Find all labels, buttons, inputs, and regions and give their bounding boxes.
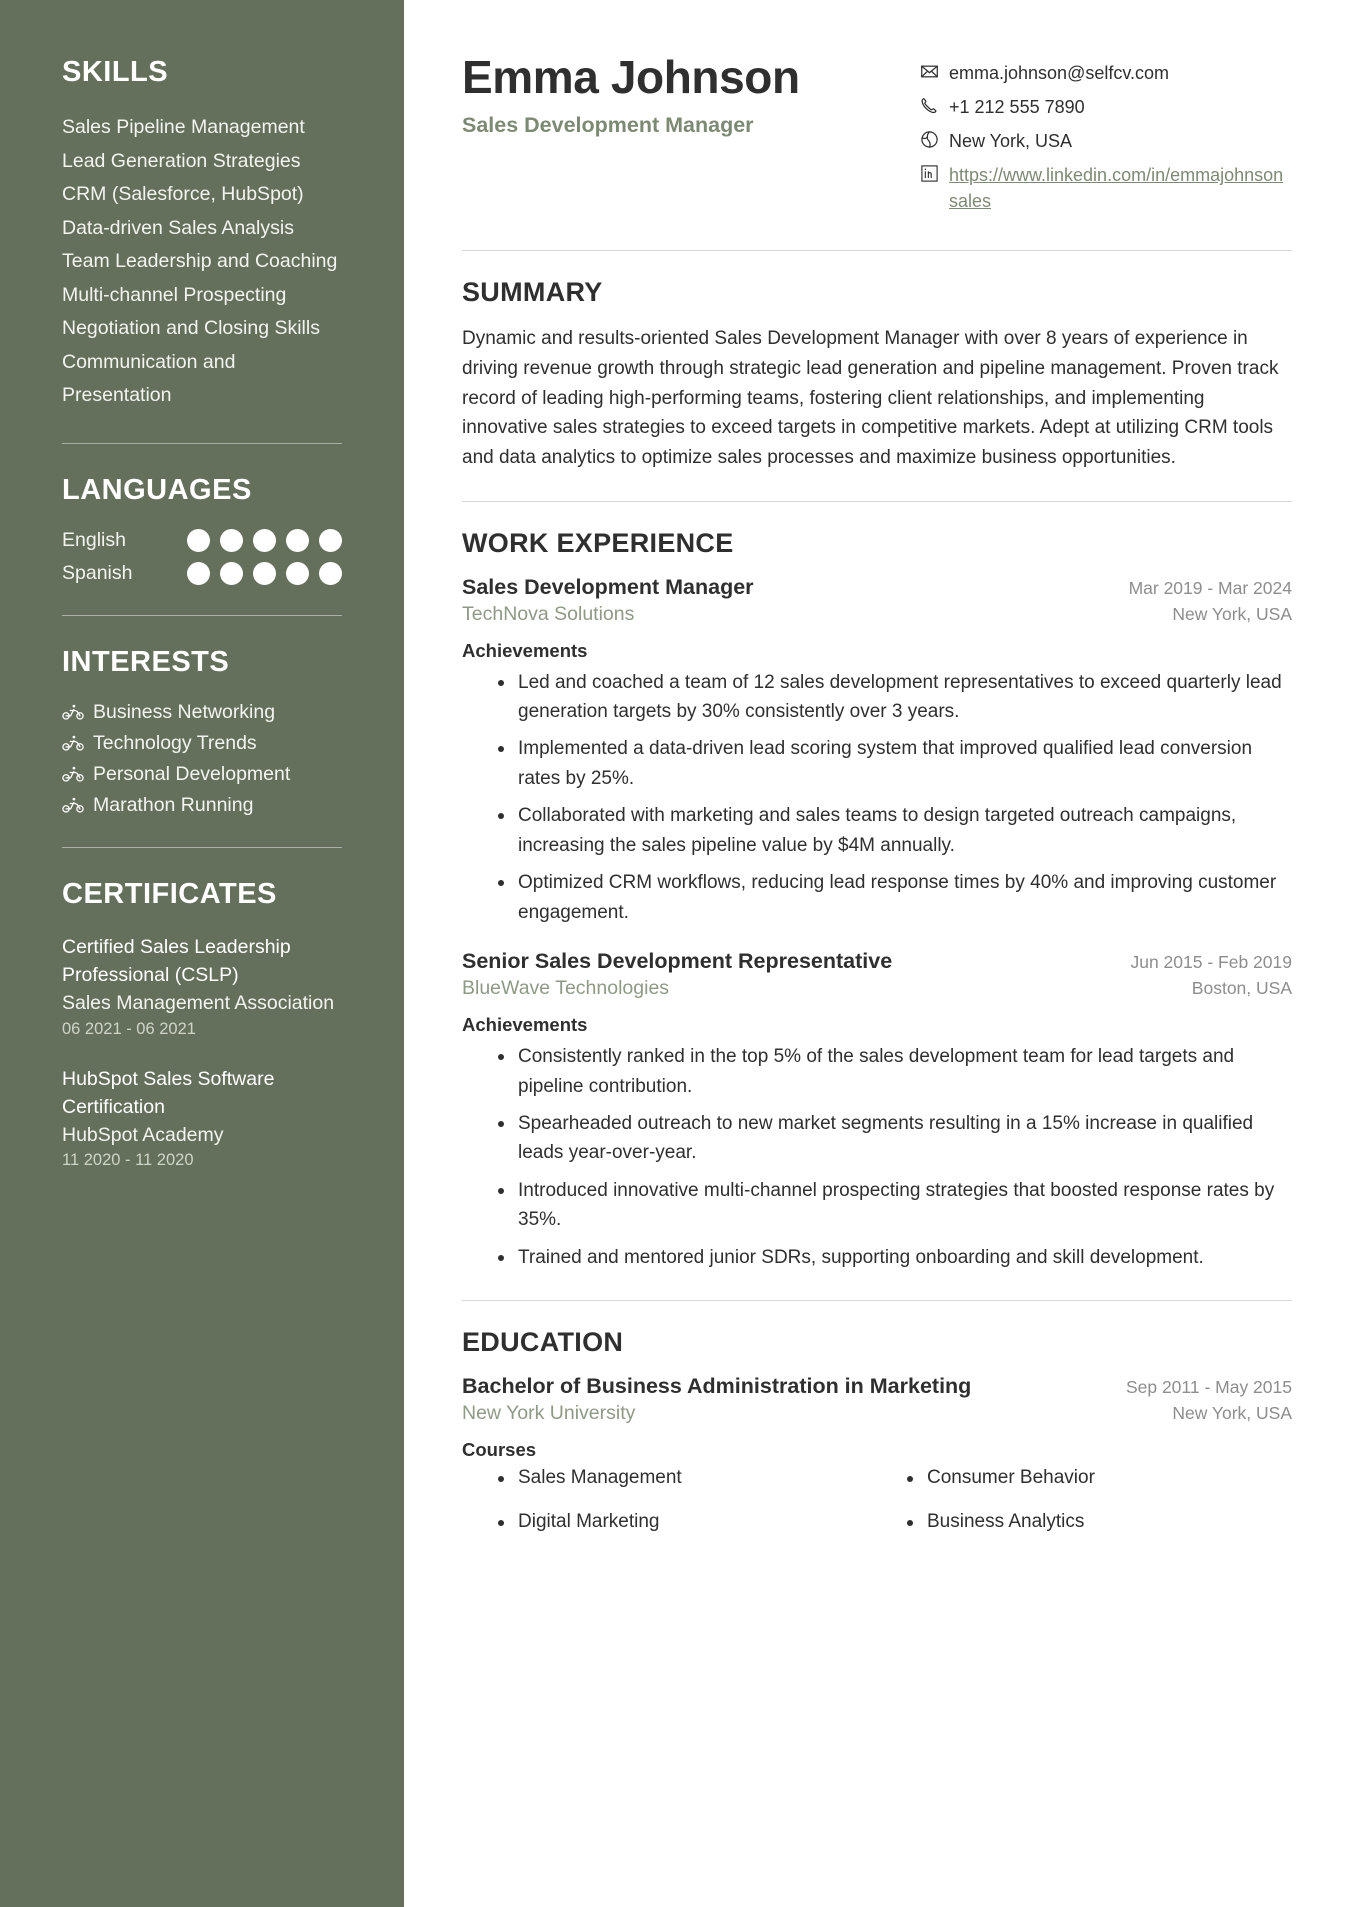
main-content (404, 0, 1350, 1907)
contact-linkedin-text[interactable]: https://www.linkedin.com/in/emmajohnsonsales (949, 165, 1284, 212)
skill-item: Lead Generation Strategies (62, 149, 301, 172)
language-name: English (62, 528, 126, 551)
interest-item (62, 763, 342, 786)
certificate-date: 11 2020 - 11 2020 (62, 1151, 194, 1170)
contact-linkedin[interactable] (920, 162, 1292, 214)
skill-item: CRM (Salesforce, HubSpot) (62, 183, 304, 206)
achievements-list (498, 1042, 1292, 1272)
degree-title: Bachelor of Business Administration in Marketing (462, 1374, 972, 1399)
skills-list (62, 111, 342, 413)
contact-email-text: emma.johnson@selfcv.com (949, 63, 1170, 83)
job-date: Jun 2015 - Feb 2019 (1130, 952, 1292, 973)
certificate-org: Sales Management Association (62, 992, 335, 1015)
sidebar (0, 0, 404, 1907)
candidate-role: Sales Development Manager (462, 112, 754, 137)
divider (62, 443, 342, 444)
bicycle-icon (62, 734, 84, 752)
skill-item: Multi-channel Prospecting (62, 283, 287, 306)
level-dot (286, 562, 309, 585)
job-company: TechNova Solutions (462, 602, 635, 625)
courses-heading: Courses (462, 1439, 537, 1461)
achievements-heading: Achievements (462, 1014, 588, 1036)
language-row (62, 562, 342, 585)
languages-section (62, 474, 342, 585)
level-dot (253, 529, 276, 552)
certificates-heading: CERTIFICATES (62, 877, 277, 910)
skills-heading: SKILLS (62, 56, 169, 88)
work-entry-sub (462, 977, 1292, 1000)
certificate-item (62, 1065, 342, 1171)
certificate-name: HubSpot Sales Software Certification (62, 1067, 275, 1118)
contact-phone-text: +1 212 555 7890 (949, 97, 1085, 118)
interests-section (62, 646, 342, 817)
language-row (62, 529, 342, 552)
interest-label: Marathon Running (93, 793, 254, 816)
level-dot (220, 562, 243, 585)
bicycle-icon (62, 796, 84, 814)
contact-location-text: New York, USA (949, 131, 1073, 152)
level-dot (253, 562, 276, 585)
education-entry-top (462, 1374, 1292, 1399)
skills-section (62, 56, 342, 413)
education-entry (462, 1374, 1292, 1533)
interest-label: Personal Development (93, 762, 291, 785)
achievement-item: Spearheaded outreach to new market segments resulting in a 15% increase in qualified leads year-over-year. (498, 1109, 1292, 1168)
summary-section (462, 277, 1292, 472)
level-dot (286, 529, 309, 552)
divider (462, 501, 1292, 502)
achievement-item: Optimized CRM workflows, reducing lead response times by 40% and improving customer engagement. (498, 868, 1292, 927)
achievement-item: Trained and mentored junior SDRs, supporting onboarding and skill development. (498, 1243, 1292, 1272)
courses-list (498, 1467, 1292, 1533)
achievements-heading: Achievements (462, 639, 588, 661)
divider (62, 615, 342, 616)
course-item: Business Analytics (907, 1511, 1292, 1533)
job-date: Mar 2019 - Mar 2024 (1128, 577, 1292, 598)
degree-date: Sep 2011 - May 2015 (1125, 1377, 1292, 1398)
work-entry-top (462, 575, 1292, 600)
linkedin-icon (920, 164, 939, 183)
language-level-dots (187, 529, 342, 552)
job-title: Sales Development Manager (462, 574, 754, 599)
interest-label: Technology Trends (93, 731, 257, 754)
achievements-list (498, 668, 1292, 928)
school-location: New York, USA (1172, 1403, 1292, 1424)
level-dot (319, 529, 342, 552)
achievement-item: Consistently ranked in the top 5% of the sales development team for lead targets and pipeline contribution. (498, 1042, 1292, 1101)
job-title: Senior Sales Development Representative (462, 949, 893, 974)
candidate-name: Emma Johnson (462, 51, 800, 103)
work-entry-top (462, 949, 1292, 974)
achievement-item: Collaborated with marketing and sales teams to design targeted outreach campaigns, increasing the sales pipeline value by $4M annually. (498, 801, 1292, 860)
summary-text: Dynamic and results-oriented Sales Development Manager with over 8 years of experience in driving revenue growth through strategic lead generation and pipeline management. Proven track record of leading high-performing teams, fostering client relationships, and implementing innovative sales strategies to exceed targets in competitive markets. Adept at utilizing CRM tools and data analytics to optimize sales processes and maximize business opportunities. (462, 328, 1279, 468)
skill-item: Data-driven Sales Analysis (62, 216, 294, 239)
skill-item: Team Leadership and Coaching (62, 250, 338, 273)
education-heading: EDUCATION (462, 1327, 624, 1358)
envelope-icon (920, 62, 939, 81)
interest-item (62, 732, 342, 755)
contact-email (920, 60, 1292, 86)
resume-header (462, 52, 1292, 222)
skill-item: Communication and Presentation (62, 350, 236, 407)
interest-item (62, 794, 342, 817)
course-item: Consumer Behavior (907, 1467, 1292, 1489)
level-dot (319, 562, 342, 585)
divider (62, 847, 342, 848)
globe-icon (920, 130, 939, 149)
contact-block (920, 52, 1292, 222)
work-entry (462, 949, 1292, 1272)
job-company: BlueWave Technologies (462, 977, 670, 1000)
level-dot (187, 562, 210, 585)
education-entry-sub (462, 1402, 1292, 1425)
contact-location (920, 128, 1292, 154)
certificate-date: 06 2021 - 06 2021 (62, 1019, 196, 1038)
certificate-name: Certified Sales Leadership Professional (CSLP) (62, 935, 291, 987)
phone-icon (920, 96, 939, 115)
skill-item: Sales Pipeline Management (62, 116, 305, 138)
level-dot (220, 529, 243, 552)
skill-item: Negotiation and Closing Skills (62, 317, 320, 340)
languages-heading: LANGUAGES (62, 473, 252, 506)
job-location: New York, USA (1172, 603, 1292, 624)
education-section (462, 1327, 1292, 1533)
bicycle-icon (62, 703, 84, 721)
contact-phone (920, 94, 1292, 120)
interest-label: Business Networking (93, 700, 276, 723)
language-name: Spanish (62, 561, 133, 584)
school-name: New York University (462, 1402, 636, 1425)
achievement-item: Led and coached a team of 12 sales development representatives to exceed quarterly lead generation targets by 30% consistently over 3 years. (498, 668, 1292, 727)
divider (462, 250, 1292, 251)
work-experience-section (462, 528, 1292, 1273)
language-level-dots (187, 562, 342, 585)
summary-heading: SUMMARY (462, 277, 603, 308)
achievement-item: Introduced innovative multi-channel prospecting strategies that boosted response rates by 35%. (498, 1176, 1292, 1235)
achievement-item: Implemented a data-driven lead scoring system that improved qualified lead conversion rates by 25%. (498, 734, 1292, 793)
certificate-item (62, 933, 342, 1039)
certificate-org: HubSpot Academy (62, 1124, 224, 1147)
work-entry (462, 575, 1292, 928)
bicycle-icon (62, 765, 84, 783)
certificates-section (62, 878, 342, 1171)
interests-heading: INTERESTS (62, 645, 230, 678)
course-item: Digital Marketing (498, 1511, 883, 1533)
job-location: Boston, USA (1191, 978, 1292, 999)
level-dot (187, 529, 210, 552)
divider (462, 1300, 1292, 1301)
course-item: Sales Management (498, 1467, 883, 1489)
identity-block (462, 52, 800, 138)
work-experience-heading: WORK EXPERIENCE (462, 527, 734, 558)
interest-item (62, 701, 342, 724)
work-entry-sub (462, 603, 1292, 626)
